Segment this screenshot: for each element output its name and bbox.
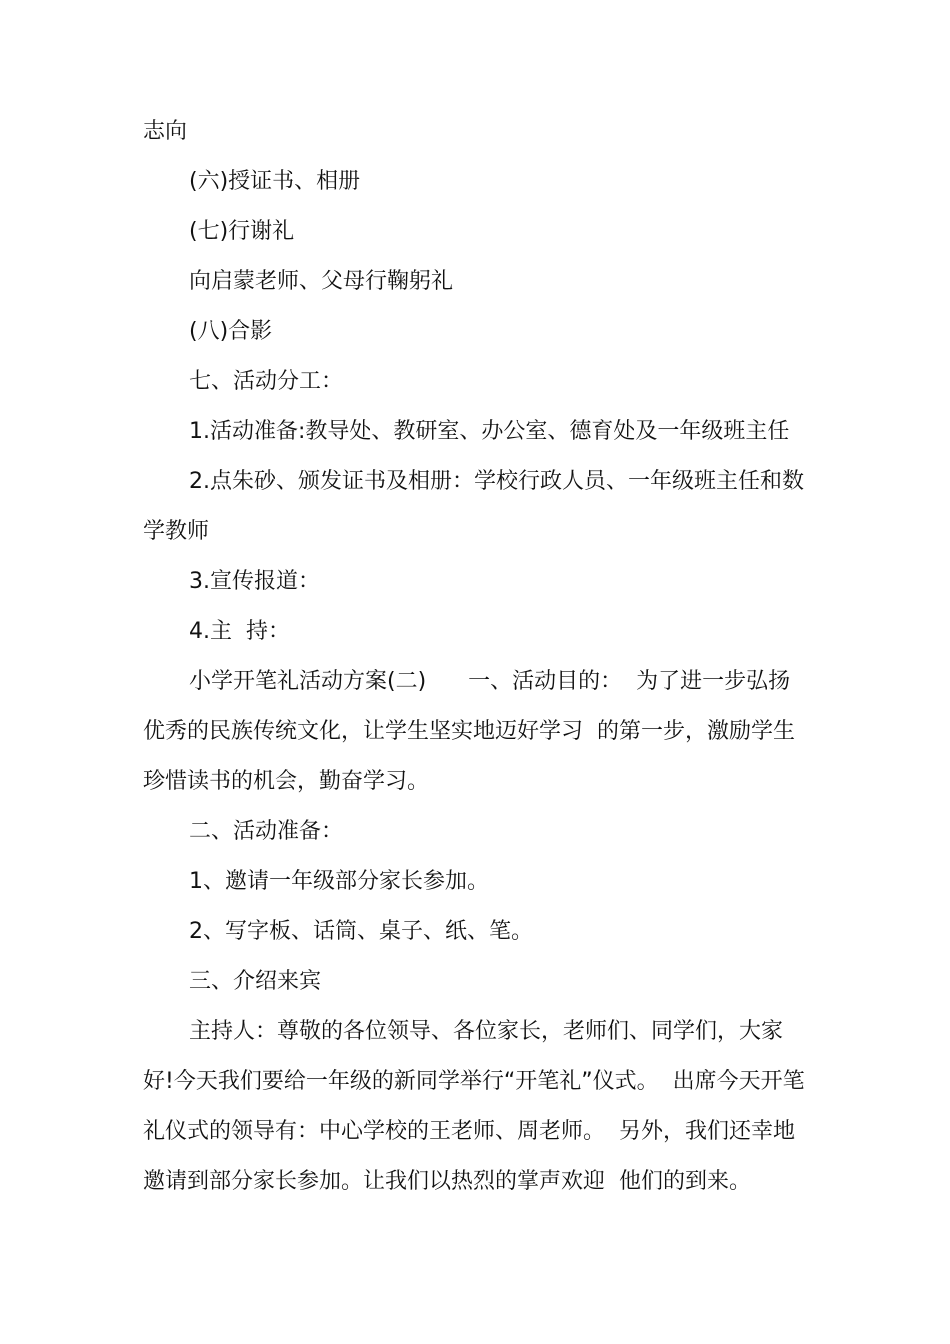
paragraph: (八)合影 xyxy=(189,319,273,344)
paragraph: 主持人：尊敬的各位领导、各位家长，老师们、同学们，大家 好!今天我们要给一年级的新同学举行“开笔礼”仪式。 出席今天开笔礼仪式的领导有：中心学校的王老师、周老师。 另外，我们还幸地邀请到部分家长参加。让我们以热烈的掌声欢迎 他们的到来。 xyxy=(143,1019,805,1194)
paragraph: (七)行谢礼 xyxy=(189,219,295,244)
paragraph: (六)授证书、相册 xyxy=(189,169,361,194)
paragraph: 1、邀请一年级部分家长参加。 xyxy=(189,869,489,894)
section-heading: 二、活动准备： xyxy=(189,819,344,844)
paragraph: 3.宣传报道： xyxy=(189,569,320,594)
paragraph: 4.主 持： xyxy=(189,619,290,644)
paragraph: 向启蒙老师、父母行鞠躬礼 xyxy=(189,269,454,294)
paragraph: 2、写字板、话筒、桌子、纸、笔。 xyxy=(189,919,533,944)
paragraph: 小学开笔礼活动方案(二) 一、活动目的： 为了进一步弘扬优秀的民族传统文化，让学生坚实地迈好学习 的第一步，激励学生珍惜读书的机会，勤奋学习。 xyxy=(143,669,795,794)
document-body xyxy=(143,107,808,1207)
paragraph: 1.活动准备:教导处、教研室、办公室、德育处及一年级班主任 xyxy=(189,419,790,444)
paragraph: 志向 xyxy=(143,119,188,144)
section-heading: 三、介绍来宾 xyxy=(189,969,322,994)
section-heading: 七、活动分工： xyxy=(189,369,344,394)
paragraph: 2.点朱砂、颁发证书及相册：学校行政人员、一年级班主任和数学教师 xyxy=(143,469,804,544)
